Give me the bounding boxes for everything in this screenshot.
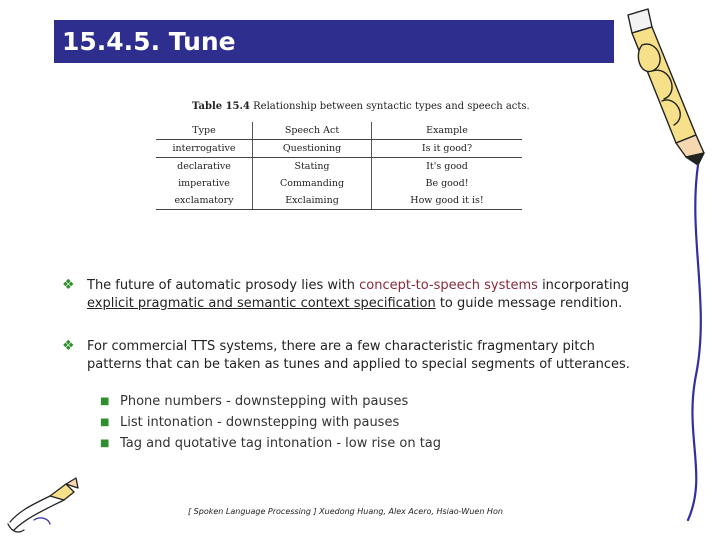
pencil-doodle-icon	[618, 5, 714, 525]
header-example: Example	[372, 122, 523, 140]
bullet-text-part: to guide message rendition.	[435, 296, 623, 311]
list-item-text: Tag and quotative tag intonation - low rise on tag	[120, 436, 442, 451]
list-item-text: Phone numbers - downstepping with pauses	[120, 394, 409, 409]
cell-type: imperative	[178, 178, 230, 189]
list-item	[98, 391, 441, 412]
table-caption-text: Relationship between syntactic types and speech acts.	[253, 101, 530, 112]
highlighted-term: concept-to-speech systems	[359, 278, 538, 293]
cell-example: How good it is!	[372, 192, 523, 210]
square-bullet-icon: ■	[100, 396, 110, 407]
diamond-bullet-icon: ❖	[62, 338, 75, 354]
cell-type: interrogative	[156, 140, 253, 158]
table-row	[156, 158, 522, 176]
table-row	[156, 175, 522, 192]
table-row	[156, 192, 522, 210]
bullet-line: For commercial TTS systems, there are a few characteristic fragmentary pitch	[87, 339, 595, 354]
cell-type: exclamatory	[156, 192, 253, 210]
footer-citation: [ Spoken Language Processing ] Xuedong Huang, Alex Acero, Hsiao-Wuen Hon	[188, 507, 503, 516]
bullet-text	[87, 338, 647, 374]
table-header-row	[156, 122, 522, 140]
list-item	[98, 433, 441, 454]
cell-example: Is it good?	[372, 140, 523, 158]
pencil-sketch-icon	[4, 470, 84, 538]
slide-title: 15.4.5. Tune	[62, 27, 236, 56]
bullet-text-part: incorporating	[537, 278, 630, 293]
header-speech-act: Speech Act	[253, 122, 372, 140]
bullet-text-part: The future of automatic prosody lies with	[87, 278, 360, 293]
cell-speech-act: Exclaiming	[253, 192, 372, 210]
underlined-phrase: explicit pragmatic and semantic context specification	[87, 296, 436, 311]
bullet-text	[87, 277, 647, 313]
table-caption-label: Table 15.4	[192, 101, 250, 112]
cell-example: Be good!	[372, 175, 523, 192]
title-bar	[54, 20, 614, 63]
tune-examples-list	[98, 391, 441, 454]
header-type: Type	[156, 122, 253, 140]
table-caption	[192, 101, 530, 112]
cell-type: declarative	[177, 161, 231, 172]
list-item	[98, 412, 441, 433]
diamond-bullet-icon: ❖	[62, 277, 75, 293]
list-item-text: List intonation - downstepping with pauses	[120, 415, 400, 430]
square-bullet-icon: ■	[100, 438, 110, 449]
cell-speech-act: Commanding	[253, 175, 372, 192]
bullet-line: patterns that can be taken as tunes and applied to special segments of utterances.	[87, 357, 630, 372]
cell-speech-act: Stating	[253, 158, 372, 176]
square-bullet-icon: ■	[100, 417, 110, 428]
cell-example: It's good	[372, 158, 523, 176]
cell-speech-act: Questioning	[253, 140, 372, 158]
speech-act-table	[156, 122, 522, 210]
table-row	[156, 140, 522, 158]
